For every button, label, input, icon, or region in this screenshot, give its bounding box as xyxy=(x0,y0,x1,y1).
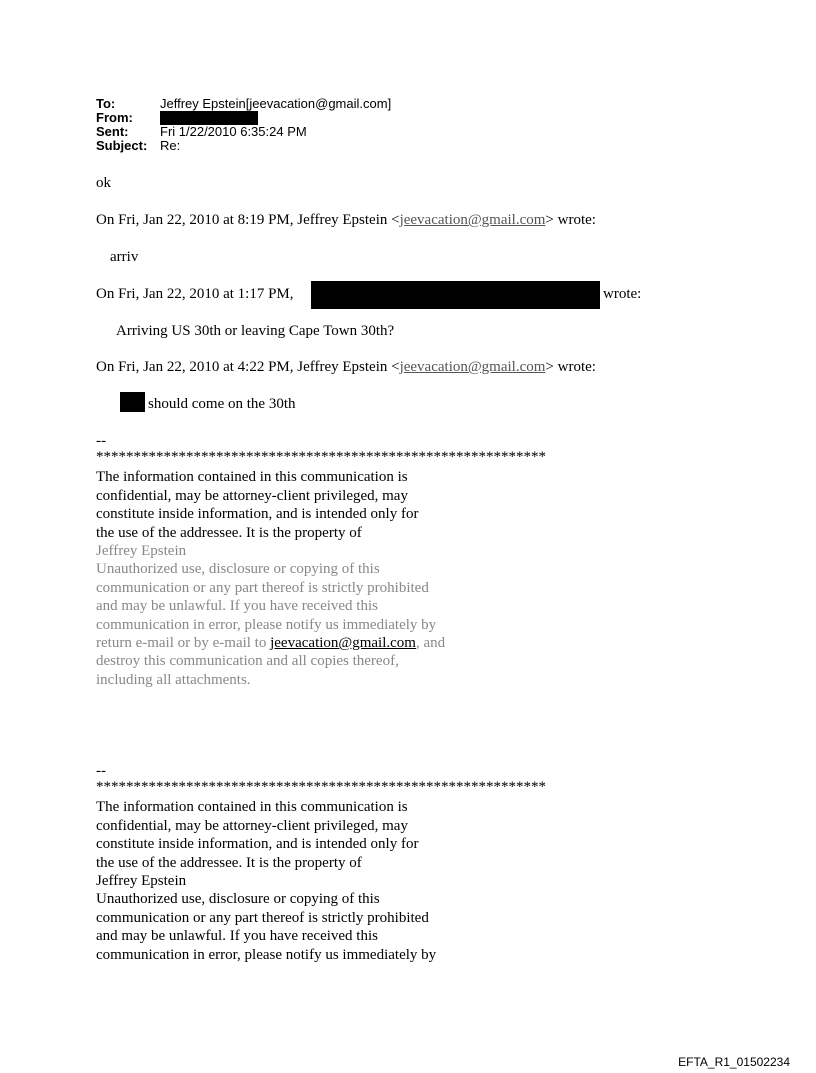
quote2-prefix: On Fri, Jan 22, 2010 at 1:17 PM, xyxy=(96,286,294,302)
to-value: Jeffrey Epstein[jeevacation@gmail.com] xyxy=(160,96,392,111)
disclaimer-line: including all attachments. xyxy=(96,671,251,688)
reply-ok: ok xyxy=(96,175,111,191)
signature-dashes: -- xyxy=(96,433,106,449)
disclaimer-email-line xyxy=(96,634,546,652)
disclaimer-line: and may be unlawful. If you have received this xyxy=(96,598,378,615)
disclaimer-line: Unauthorized use, disclosure or copying of this xyxy=(96,891,380,908)
disclaimer-line: Unauthorized use, disclosure or copying of this xyxy=(96,561,380,578)
disclaimer-line: The information contained in this communication is xyxy=(96,469,408,486)
disclaimer-line: communication or any part thereof is strictly prohibited xyxy=(96,909,429,926)
disclaimer-line: the use of the addressee. It is the property of xyxy=(96,854,362,871)
reply-arriving: Arriving US 30th or leaving Cape Town 30th? xyxy=(116,323,395,339)
quote2-suffix: wrote: xyxy=(603,286,642,302)
email-line-prefix: return e-mail or by e-mail to xyxy=(96,635,271,652)
subject-label: Subject: xyxy=(96,138,148,153)
disclaimer-line: confidential, may be attorney-client privileged, may xyxy=(96,487,408,504)
sent-row xyxy=(96,125,391,139)
disclaimer-line: The information contained in this communication is xyxy=(96,799,408,816)
disclaimer-line: confidential, may be attorney-client privileged, may xyxy=(96,817,408,834)
subject-row xyxy=(96,139,391,153)
quote1-suffix: > wrote: xyxy=(545,212,596,228)
asterisk-divider: ************************************************************ xyxy=(96,449,546,466)
quote3-suffix: > wrote: xyxy=(545,359,596,375)
email-line-suffix: , and xyxy=(415,635,446,652)
sender-redaction xyxy=(311,281,600,309)
sent-value: Fri 1/22/2010 6:35:24 PM xyxy=(160,124,307,139)
from-row xyxy=(96,111,391,125)
quote3-prefix: On Fri, Jan 22, 2010 at 4:22 PM, Jeffrey Epstein < xyxy=(96,359,400,375)
disclaimer-line: Jeffrey Epstein xyxy=(96,873,187,890)
from-label: From: xyxy=(96,110,133,125)
email-header xyxy=(96,97,391,153)
disclaimer-1 xyxy=(96,432,546,689)
reply-arriv: arriv xyxy=(110,249,139,265)
disclaimer-line: constitute inside information, and is intended only for xyxy=(96,836,419,853)
sent-label: Sent: xyxy=(96,124,129,139)
disclaimer-line: destroy this communication and all copies thereof, xyxy=(96,653,399,670)
disclaimer-line: constitute inside information, and is intended only for xyxy=(96,506,419,523)
quote-header-2 xyxy=(96,285,294,303)
to-label: To: xyxy=(96,96,116,111)
quote3-email-link[interactable]: jeevacation@gmail.com xyxy=(399,359,546,375)
disclaimer-line: the use of the addressee. It is the property of xyxy=(96,524,362,541)
document-id: EFTA_R1_01502234 xyxy=(678,1055,790,1069)
disclaimer-line: and may be unlawful. If you have received this xyxy=(96,928,378,945)
disclaimer-email-link[interactable]: jeevacation@gmail.com xyxy=(270,635,416,652)
quote-header-1 xyxy=(96,211,596,229)
signature-dashes: -- xyxy=(96,763,106,779)
reply-30th: should come on the 30th xyxy=(148,396,296,412)
asterisk-divider: ************************************************************ xyxy=(96,779,546,796)
to-row xyxy=(96,97,391,111)
disclaimer-line: communication in error, please notify us immediately by xyxy=(96,616,437,633)
disclaimer-line: communication or any part thereof is strictly prohibited xyxy=(96,579,429,596)
disclaimer-line: communication in error, please notify us immediately by xyxy=(96,946,437,963)
quote-header-3 xyxy=(96,358,596,376)
name-redaction xyxy=(120,392,145,412)
disclaimer-2 xyxy=(96,762,546,964)
disclaimer-line: Jeffrey Epstein xyxy=(96,543,187,560)
from-redaction xyxy=(160,111,258,125)
quote1-prefix: On Fri, Jan 22, 2010 at 8:19 PM, Jeffrey Epstein < xyxy=(96,212,400,228)
quote1-email-link[interactable]: jeevacation@gmail.com xyxy=(399,212,546,228)
subject-value: Re: xyxy=(160,138,181,153)
